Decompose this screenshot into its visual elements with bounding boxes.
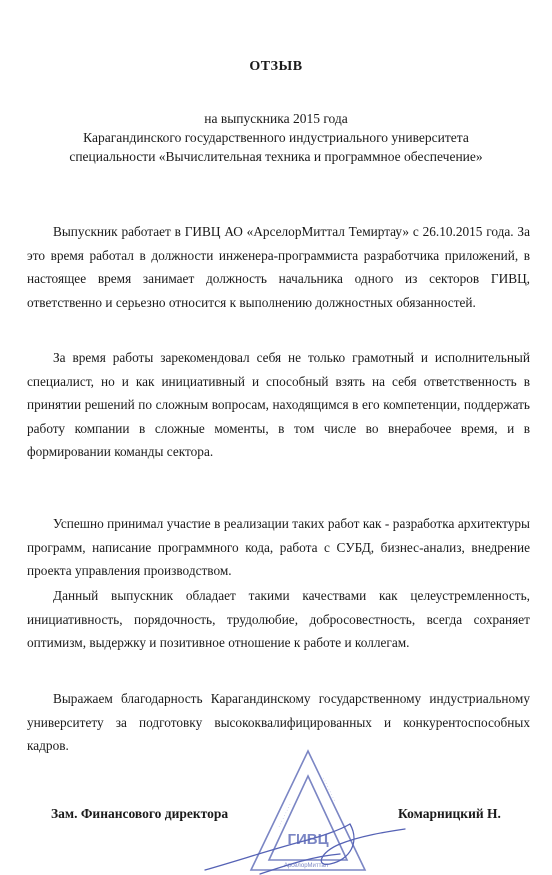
signatory-position: Зам. Финансового директора (51, 806, 229, 821)
subtitle-line-3: специальности «Вычислительная техника и программное обеспечение» (69, 149, 483, 164)
paragraph-4: Данный выпускник обладает такими качествами как целеустремленность, инициативность, порядочность, трудолюбие, добросовестность, всегда сохраняет оптимизм, выдержку и позитивное отношение к работе и коллегам. (27, 588, 530, 651)
svg-text:АрселорМиттал: АрселорМиттал (283, 863, 329, 869)
svg-text:· · · · · · · · ·: · · · · · · · · · (320, 776, 338, 803)
svg-text:ГИВЦ: ГИВЦ (287, 831, 329, 848)
paragraph-5: Выражаем благодарность Карагандинскому государственному индустриальному университету за подготовку высококвалифицированных и конкурентоспособных кадров. (27, 691, 530, 754)
paragraph-1: Выпускник работает в ГИВЦ АО «АрселорМиттал Темиртау» с 26.10.2015 года. За это время работал в должности инженера-программиста разработчика приложений, в настоящее время занимает должность начальника одного из секторов ГИВЦ, ответственно и серьезно относится к выполнению должностных обязанностей. (27, 224, 530, 310)
paragraph-3: Успешно принимал участие в реализации таких работ как - разработка архитектуры программ, написание программного кода, работа с СУБД, бизнес-анализ, внедрение проекта управления производством. (27, 516, 530, 579)
document-title: ОТЗЫВ (249, 59, 303, 74)
svg-text:· · · · · · · · ·: · · · · · · · · · (276, 802, 294, 829)
signatory-name: Комарницкий Н. (398, 806, 501, 821)
subtitle-line-2: Карагандинского государственного индустриального университета (83, 130, 469, 145)
subtitle-line-1: на выпускника 2015 года (204, 111, 348, 126)
handwritten-signature (200, 812, 410, 875)
paragraph-2: За время работы зарекомендовал себя не только грамотный и исполнительный специалист, но и как инициативный и способный взять на себя ответственность в принятии решений по сложным вопросам, находящимся в его компетенции, поддержать работу компании в сложные моменты, в том числе во внерабочее время, и в формировании команды сектора. (27, 350, 530, 460)
